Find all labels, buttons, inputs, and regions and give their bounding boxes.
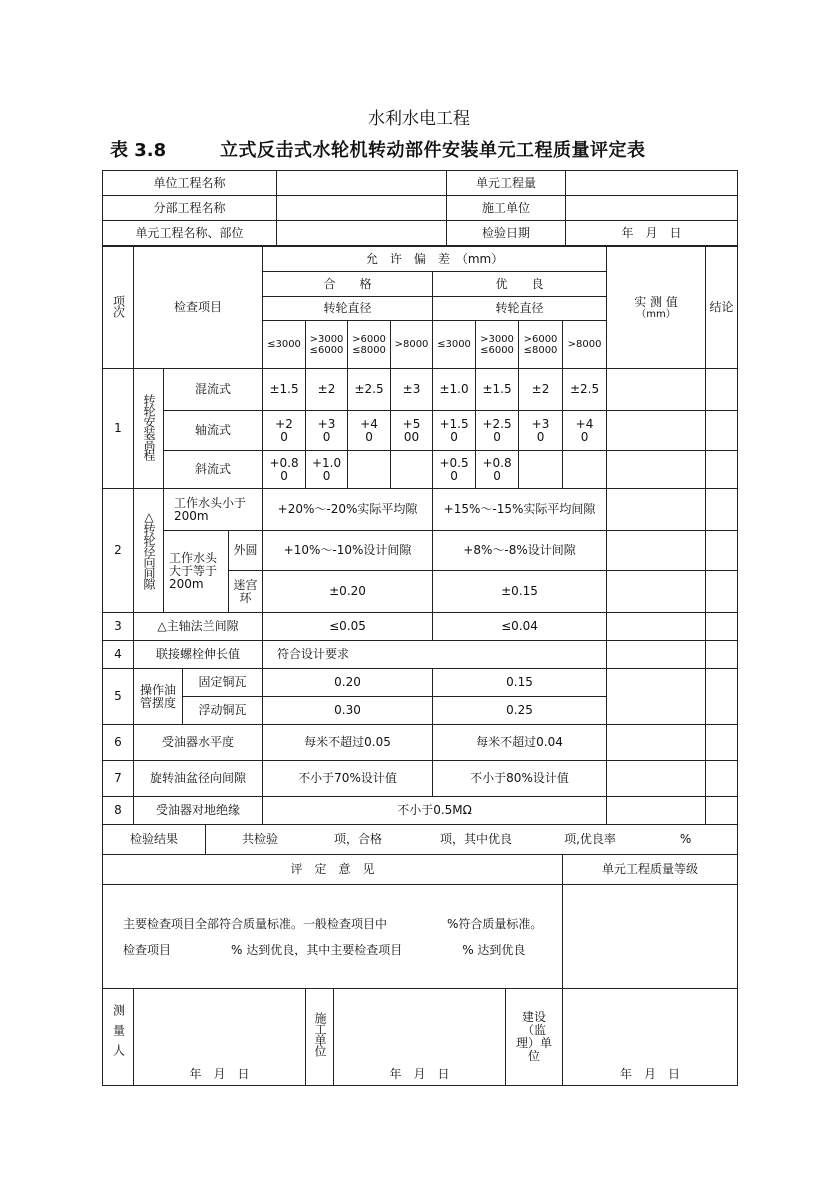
row-sublabel: 迷宫环 [229, 571, 263, 613]
conclusion-cell[interactable] [706, 451, 738, 489]
measured-cell[interactable] [607, 451, 706, 489]
header-runner-dia-q: 转轮直径 [263, 297, 433, 321]
unit-project-field[interactable] [277, 171, 447, 196]
header-conclusion: 结论 [706, 247, 738, 369]
measured-cell[interactable] [607, 761, 706, 797]
label-element-name: 单元工程名称、部位 [103, 221, 277, 246]
range-header: ≤3000 [263, 321, 306, 369]
header-excellent: 优 良 [433, 272, 607, 297]
group-label: △转轮径向间隙 [134, 489, 164, 613]
tolerance-value: ±2 [519, 369, 563, 411]
construction-unit-label: 施工单位 [306, 989, 334, 1086]
page-title: 立式反击式水轮机转动部件安装单元工程质量评定表 [220, 140, 646, 161]
item-no: 7 [103, 761, 134, 797]
tolerance-value: +4 0 [348, 411, 391, 451]
tolerance-value: +1.5 0 [433, 411, 476, 451]
range-header: >3000 ≤6000 [306, 321, 348, 369]
row-label: 受油器对地绝缘 [134, 797, 263, 825]
value-e: ≤0.04 [433, 613, 607, 641]
range-header: >6000 ≤8000 [348, 321, 391, 369]
info-table [102, 170, 738, 246]
tolerance-value: +2 0 [263, 411, 306, 451]
item-no: 2 [103, 489, 134, 613]
result-label: 检验结果 [103, 825, 206, 855]
table-number: 表 3.8 [110, 140, 167, 161]
inspection-date-field[interactable]: 年 月 日 [566, 221, 738, 246]
header-runner-dia-e: 转轮直径 [433, 297, 607, 321]
row-label: 受油器水平度 [134, 725, 263, 761]
conclusion-cell[interactable] [706, 369, 738, 411]
item-no: 3 [103, 613, 134, 641]
row-label: 工作水头小于200m [164, 489, 263, 531]
tolerance-value: +3 0 [306, 411, 348, 451]
value-e: ±0.15 [433, 571, 607, 613]
tolerance-value: +0.8 0 [263, 451, 306, 489]
value-q: 0.20 [263, 669, 433, 697]
range-header: >8000 [391, 321, 433, 369]
label-unit-project: 单位工程名称 [103, 171, 277, 196]
value-q: 每米不超过0.05 [263, 725, 433, 761]
result-summary[interactable]: 共检验 项，合格 项，其中优良 项,优良率 % [206, 825, 738, 855]
conclusion-cell[interactable] [706, 669, 738, 725]
row-label: 浮动铜瓦 [183, 697, 263, 725]
range-header: >8000 [563, 321, 607, 369]
sub-project-field[interactable] [277, 196, 447, 221]
measured-cell[interactable] [607, 369, 706, 411]
value-q: ±0.20 [263, 571, 433, 613]
conclusion-cell[interactable] [706, 725, 738, 761]
item-no: 6 [103, 725, 134, 761]
header-allowed-deviation: 允 许 偏 差 （mm） [263, 247, 607, 272]
surveyor-label: 测量人 [103, 989, 134, 1086]
label-inspection-date: 检验日期 [447, 221, 566, 246]
tolerance-value: ±2.5 [563, 369, 607, 411]
measured-cell[interactable] [607, 725, 706, 761]
value-e: 每米不超过0.04 [433, 725, 607, 761]
tolerance-value: ±2 [306, 369, 348, 411]
conclusion-cell[interactable] [706, 641, 738, 669]
row-label: 旋转油盆径向间隙 [134, 761, 263, 797]
header-check-item: 检查项目 [134, 247, 263, 369]
range-header: >6000 ≤8000 [519, 321, 563, 369]
tolerance-value: ±1.5 [263, 369, 306, 411]
conclusion-cell[interactable] [706, 531, 738, 571]
tolerance-value: ±1.5 [476, 369, 519, 411]
measured-cell[interactable] [607, 411, 706, 451]
item-no: 5 [103, 669, 134, 725]
grade-header: 单元工程质量等级 [563, 855, 738, 885]
conclusion-cell[interactable] [706, 761, 738, 797]
tolerance-value [519, 451, 563, 489]
value-e: 0.25 [433, 697, 607, 725]
value-q: ≤0.05 [263, 613, 433, 641]
row-label: 工作水头大于等于200m [164, 531, 229, 613]
value: 不小于0.5MΩ [263, 797, 607, 825]
item-no: 8 [103, 797, 134, 825]
tolerance-value: +3 0 [519, 411, 563, 451]
value-q: 不小于70%设计值 [263, 761, 433, 797]
measured-cell[interactable] [607, 797, 706, 825]
header-measured: 实 测 值 （mm） [607, 247, 706, 369]
range-header: >3000 ≤6000 [476, 321, 519, 369]
owner-unit-label: 建设（监理）单位 [506, 989, 563, 1086]
opinion-header: 评 定 意 见 [103, 855, 563, 885]
header-item-no: 项次 [103, 247, 134, 369]
value-e: 0.15 [433, 669, 607, 697]
header-qualified: 合 格 [263, 272, 433, 297]
tolerance-value [391, 451, 433, 489]
row-label: 斜流式 [164, 451, 263, 489]
row-label: 混流式 [164, 369, 263, 411]
tolerance-value [563, 451, 607, 489]
row-label: 固定铜瓦 [183, 669, 263, 697]
label-unit-quantity: 单元工程量 [447, 171, 566, 196]
tolerance-value: ±3 [391, 369, 433, 411]
row-label: 联接螺栓伸长值 [134, 641, 263, 669]
value: 符合设计要求 [263, 641, 607, 669]
value-e: +15%～-15%实际平均间隙 [433, 489, 607, 531]
opinion-text[interactable]: 主要检查项目全部符合质量标准。一般检查项目中 %符合质量标准。检查项目 % 达到优良，其中主要检查项目 % 达到优良 [103, 885, 563, 989]
unit-quantity-field[interactable] [566, 171, 738, 196]
measured-cell[interactable] [607, 641, 706, 669]
value-q: 0.30 [263, 697, 433, 725]
owner-sign-field[interactable]: 年 月 日 [563, 989, 738, 1086]
inspection-table [102, 246, 738, 825]
grade-field[interactable] [563, 885, 738, 989]
tolerance-value: +4 0 [563, 411, 607, 451]
measured-cell[interactable] [607, 531, 706, 571]
value-q: +20%～-20%实际平均隙 [263, 489, 433, 531]
group-label: 转轮安装高程 [134, 369, 164, 489]
tolerance-value: +1.0 0 [306, 451, 348, 489]
value-e: +8%～-8%设计间隙 [433, 531, 607, 571]
construction-sign-field[interactable]: 年 月 日 [334, 989, 506, 1086]
tolerance-value: +0.5 0 [433, 451, 476, 489]
group-label: 操作油管摆度 [134, 669, 183, 725]
row-sublabel: 外圆 [229, 531, 263, 571]
value-q: +10%～-10%设计间隙 [263, 531, 433, 571]
value-e: 不小于80%设计值 [433, 761, 607, 797]
row-label: △主轴法兰间隙 [134, 613, 263, 641]
conclusion-cell[interactable] [706, 571, 738, 613]
label-sub-project: 分部工程名称 [103, 196, 277, 221]
measured-cell[interactable] [607, 571, 706, 613]
tolerance-value: ±1.0 [433, 369, 476, 411]
range-header: ≤3000 [433, 321, 476, 369]
label-construction-unit: 施工单位 [447, 196, 566, 221]
tolerance-value: ±2.5 [348, 369, 391, 411]
tolerance-value [348, 451, 391, 489]
construction-unit-field[interactable] [566, 196, 738, 221]
conclusion-cell[interactable] [706, 411, 738, 451]
measured-cell[interactable] [607, 669, 706, 725]
org-title: 水利水电工程 [368, 109, 470, 129]
surveyor-sign-field[interactable]: 年 月 日 [134, 989, 306, 1086]
tolerance-value: +0.8 0 [476, 451, 519, 489]
conclusion-cell[interactable] [706, 613, 738, 641]
tolerance-value: +2.5 0 [476, 411, 519, 451]
item-no: 4 [103, 641, 134, 669]
measured-cell[interactable] [607, 613, 706, 641]
conclusion-cell[interactable] [706, 489, 738, 531]
element-name-field[interactable] [277, 221, 447, 246]
item-no: 1 [103, 369, 134, 489]
result-table [102, 824, 738, 1086]
measured-cell[interactable] [607, 489, 706, 531]
tolerance-value: +5 00 [391, 411, 433, 451]
conclusion-cell[interactable] [706, 797, 738, 825]
row-label: 轴流式 [164, 411, 263, 451]
